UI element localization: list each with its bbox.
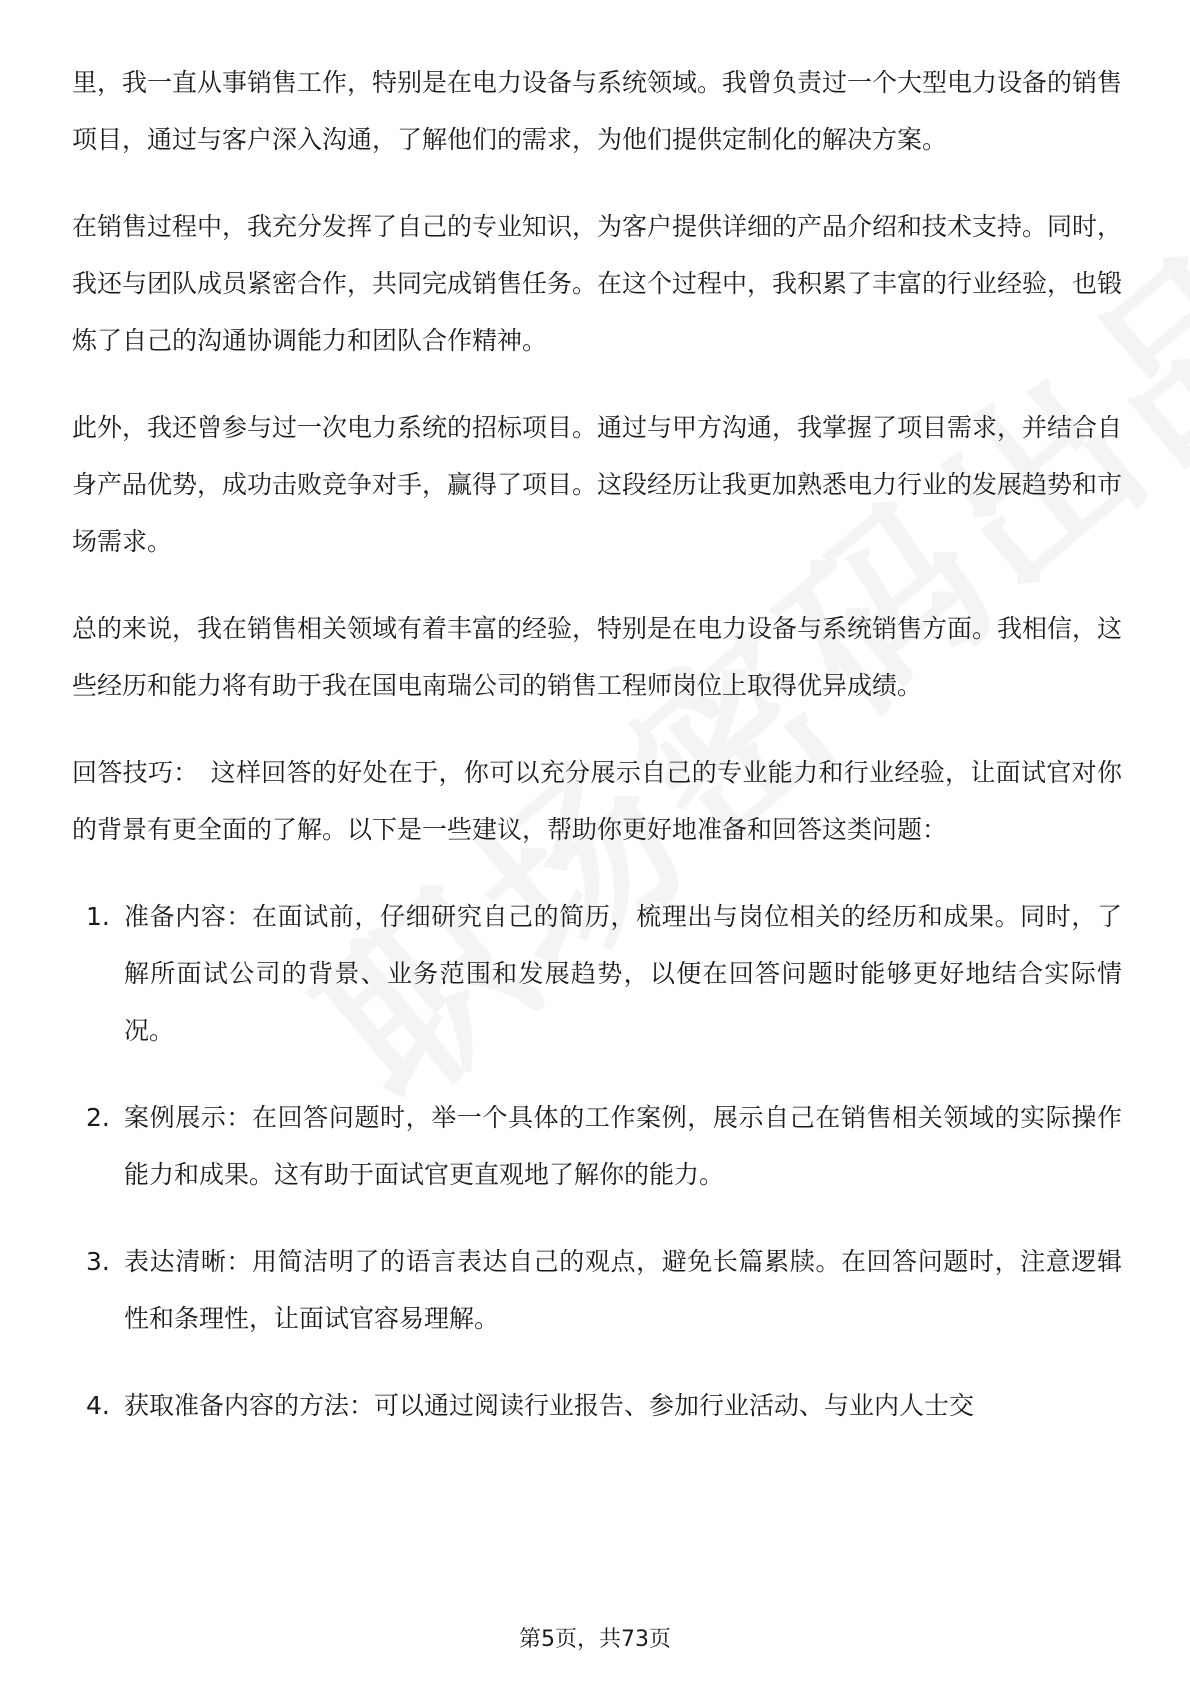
list-item-text: 获取准备内容的方法：可以通过阅读行业报告、参加行业活动、与业内人士交 bbox=[124, 1391, 975, 1420]
list-item-number: 3. bbox=[86, 1247, 110, 1276]
list-item bbox=[72, 1089, 1122, 1203]
answer-tips-paragraph bbox=[72, 744, 1122, 858]
paragraph-sales-process: 在销售过程中，我充分发挥了自己的专业知识，为客户提供详细的产品介绍和技术支持。同时，我还与团队成员紧密合作，共同完成销售任务。在这个过程中，我积累了丰富的行业经验，也锻炼了自己的沟通协调能力和团队合作精神。 bbox=[72, 212, 1123, 355]
suggestion-list bbox=[72, 888, 1122, 1434]
list-item-number: 2. bbox=[86, 1103, 110, 1132]
list-item-text: 表达清晰：用简洁明了的语言表达自己的观点，避免长篇累牍。在回答问题时，注意逻辑性和条理性，让面试官容易理解。 bbox=[124, 1247, 1122, 1333]
answer-tips-label: 回答技巧： bbox=[72, 758, 199, 787]
paragraph-bidding-project: 此外，我还曾参与过一次电力系统的招标项目。通过与甲方沟通，我掌握了项目需求，并结合自身产品优势，成功击败竞争对手，赢得了项目。这段经历让我更加熟悉电力行业的发展趋势和市场需求。 bbox=[72, 413, 1123, 556]
answer-tips-text: 这样回答的好处在于，你可以充分展示自己的专业能力和行业经验，让面试官对你的背景有更全面的了解。以下是一些建议，帮助你更好地准备和回答这类问题： bbox=[72, 758, 1122, 844]
paragraph-experience: 里，我一直从事销售工作，特别是在电力设备与系统领域。我曾负责过一个大型电力设备的销售项目，通过与客户深入沟通，了解他们的需求，为他们提供定制化的解决方案。 bbox=[72, 68, 1123, 154]
list-item-number: 4. bbox=[86, 1391, 110, 1420]
list-item bbox=[72, 888, 1122, 1059]
page-number-footer: 第5页，共73页 bbox=[519, 1627, 671, 1652]
paragraph-summary: 总的来说，我在销售相关领域有着丰富的经验，特别是在电力设备与系统销售方面。我相信，这些经历和能力将有助于我在国电南瑞公司的销售工程师岗位上取得优异成绩。 bbox=[72, 614, 1123, 700]
document-body bbox=[72, 54, 1122, 1464]
list-item-number: 1. bbox=[86, 902, 110, 931]
list-item bbox=[72, 1377, 1122, 1434]
list-item bbox=[72, 1233, 1122, 1347]
list-item-text: 案例展示：在回答问题时，举一个具体的工作案例，展示自己在销售相关领域的实际操作能力和成果。这有助于面试官更直观地了解你的能力。 bbox=[124, 1103, 1122, 1189]
list-item-text: 准备内容：在面试前，仔细研究自己的简历，梳理出与岗位相关的经历和成果。同时，了解所面试公司的背景、业务范围和发展趋势，以便在回答问题时能够更好地结合实际情况。 bbox=[124, 902, 1122, 1045]
